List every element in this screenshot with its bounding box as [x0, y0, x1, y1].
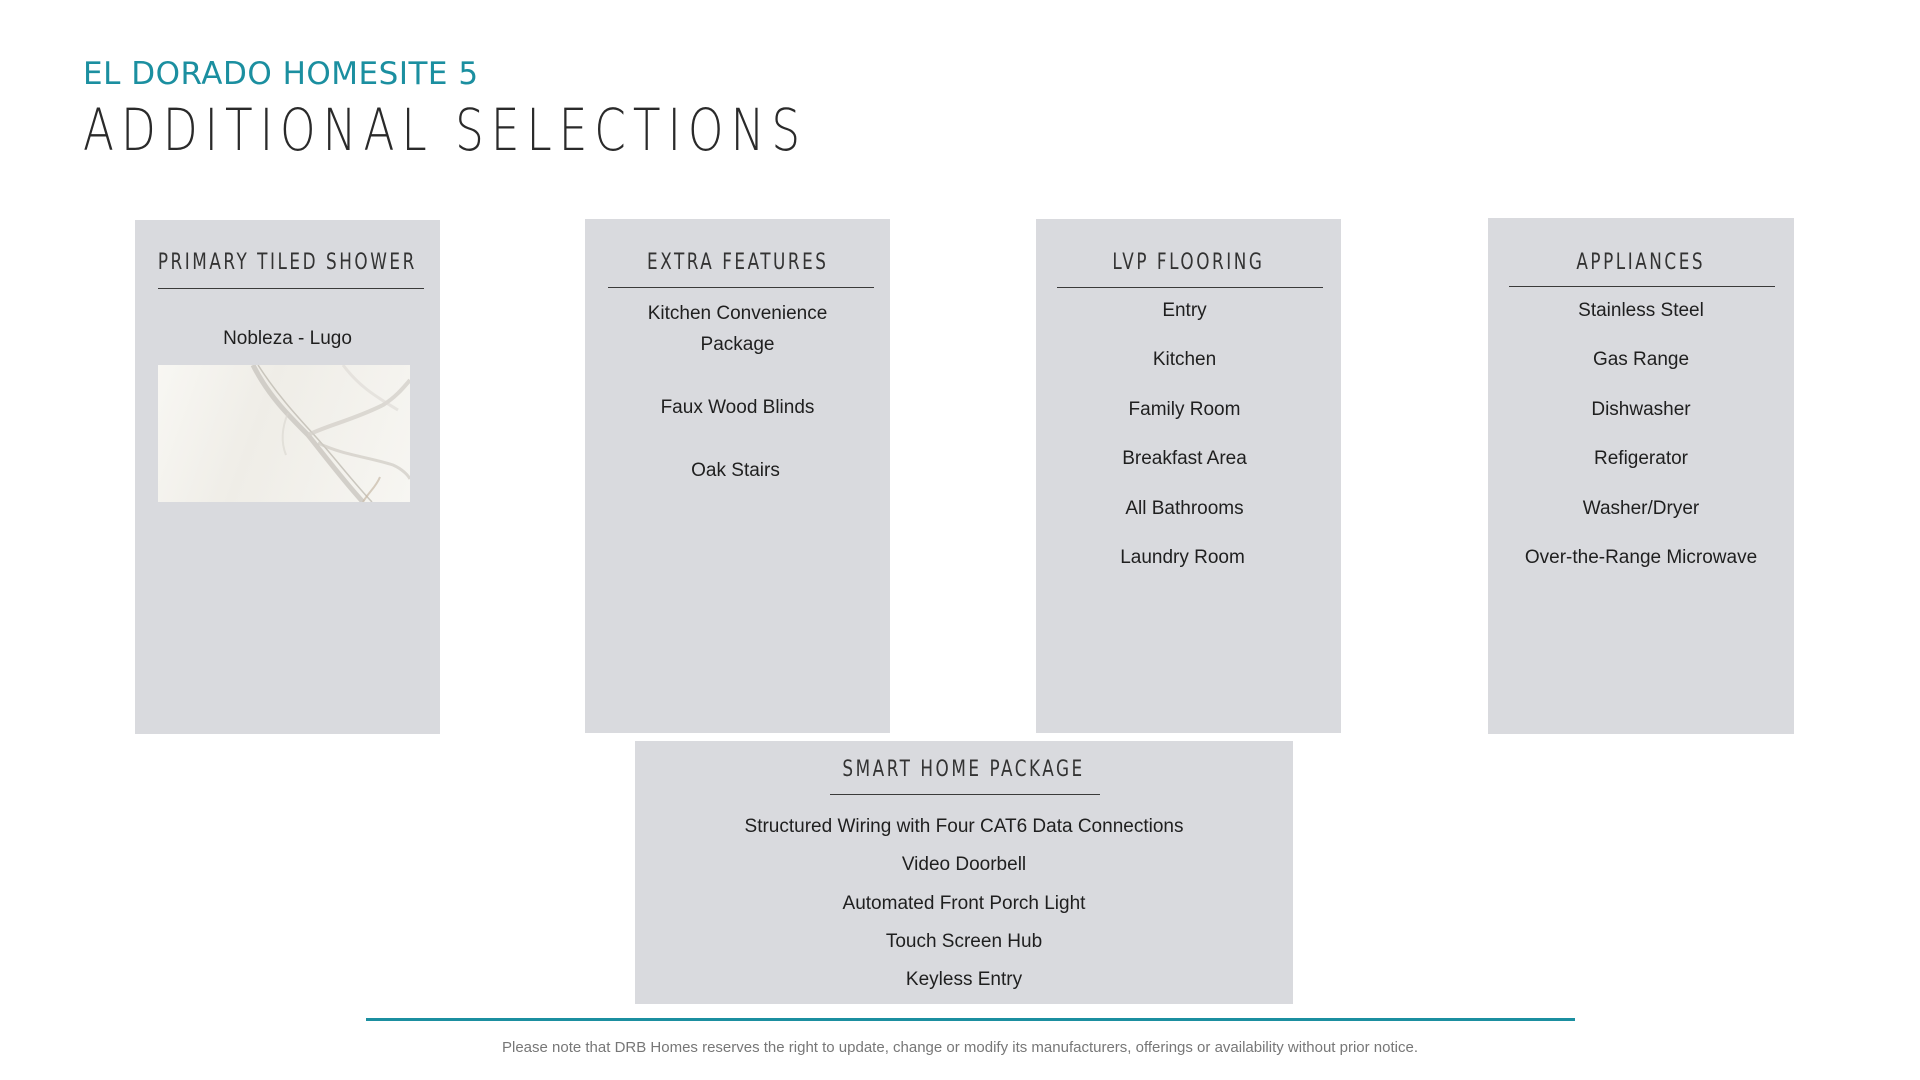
card-lvp-flooring [1036, 219, 1341, 733]
card-appliances [1488, 218, 1794, 734]
card-title-wrap [135, 250, 440, 275]
flooring-item: Laundry Room [1120, 547, 1245, 568]
card-title: LVP FLOORING [1112, 250, 1265, 275]
smarthome-item: Video Doorbell [901, 854, 1027, 875]
extras-item: Kitchen Convenience [647, 303, 828, 324]
card-title-wrap [1488, 250, 1794, 275]
card-divider [158, 288, 424, 289]
card-divider [1057, 287, 1323, 288]
card-extra-features [585, 219, 890, 733]
card-smart-home-package [635, 741, 1293, 1004]
card-title-wrap [1036, 250, 1341, 275]
appliance-item: Washer/Dryer [1582, 498, 1700, 519]
card-divider [1509, 286, 1775, 287]
card-divider [830, 794, 1100, 795]
card-title: PRIMARY TILED SHOWER [158, 250, 417, 275]
disclaimer-text: Please note that DRB Homes reserves the right to update, change or modify its manufacturers, offerings or availability without prior notice. [501, 1039, 1418, 1056]
appliance-item: Over-the-Range Microwave [1524, 547, 1758, 568]
extras-item: Oak Stairs [691, 460, 780, 481]
appliance-item: Dishwasher [1591, 399, 1691, 420]
page-title: ADDITIONAL SELECTIONS [83, 96, 808, 164]
appliance-item: Stainless Steel [1578, 300, 1704, 321]
card-title-wrap [585, 250, 890, 275]
marble-tile-swatch [158, 365, 410, 502]
smarthome-item: Structured Wiring with Four CAT6 Data Connections [744, 816, 1184, 837]
flooring-item: Kitchen [1152, 349, 1217, 370]
extras-item: Package [700, 334, 775, 355]
card-title: APPLIANCES [1576, 250, 1706, 275]
smarthome-item: Automated Front Porch Light [842, 893, 1086, 914]
card-title: SMART HOME PACKAGE [842, 757, 1086, 782]
appliance-item: Refigerator [1594, 448, 1688, 469]
smarthome-item: Keyless Entry [905, 969, 1023, 990]
card-title: EXTRA FEATURES [646, 250, 829, 275]
card-title-wrap [635, 757, 1293, 782]
appliance-item: Gas Range [1592, 349, 1690, 370]
flooring-item: All Bathrooms [1125, 498, 1244, 519]
shower-item-tile-name: Nobleza - Lugo [223, 328, 352, 349]
footer-divider [366, 1018, 1575, 1021]
flooring-item: Entry [1162, 300, 1207, 321]
flooring-item: Family Room [1128, 399, 1241, 420]
marble-veins [158, 365, 410, 502]
smarthome-item: Touch Screen Hub [885, 931, 1043, 952]
homesite-subtitle: EL DORADO HOMESITE 5 [83, 56, 479, 92]
flooring-item: Breakfast Area [1122, 448, 1247, 469]
extras-item: Faux Wood Blinds [660, 397, 815, 418]
card-divider [608, 287, 874, 288]
card-primary-tiled-shower [135, 220, 440, 734]
